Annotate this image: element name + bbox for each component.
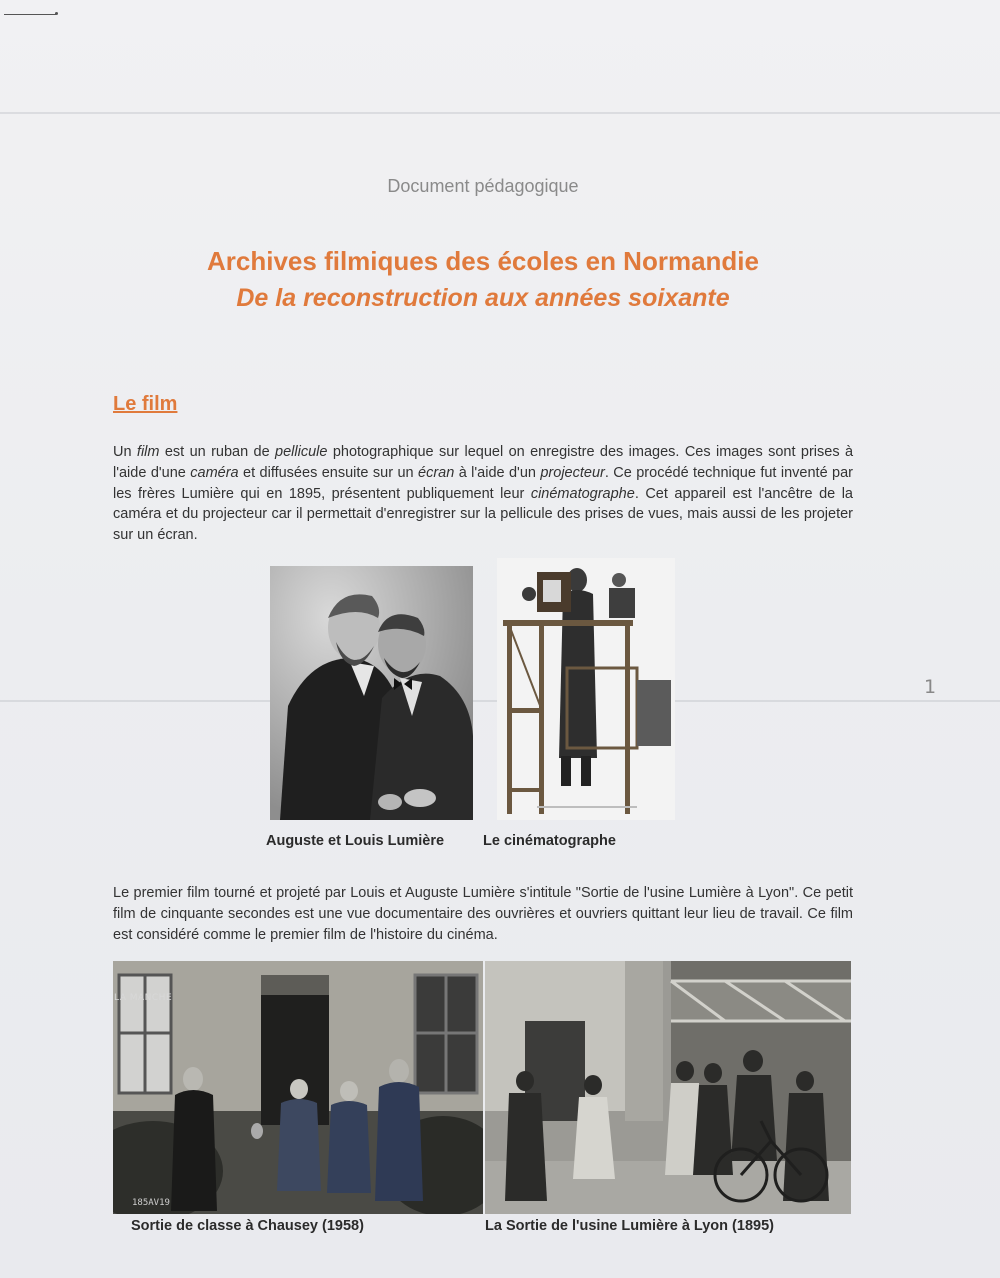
page-number: 1 xyxy=(924,676,937,698)
caption-lumiere-factory: La Sortie de l'usine Lumière à Lyon (1895) xyxy=(485,1218,774,1234)
page-title: Archives filmiques des écoles en Normandie xyxy=(207,246,759,276)
page-subtitle: De la reconstruction aux années soixante xyxy=(236,284,730,312)
intro-paragraph: Un film est un ruban de pellicule photographique sur lequel on enregistre des images. Ces images sont prises à l'aide d'une caméra et diffusées ensuite sur un écran à l'aide d'un projecteur. Ce procédé technique fut inventé par les frères Lumière qui en 1895, présentent publiquement leur cinématographe. Cet appareil est l'ancêtre de la caméra et du projecteur car il permettait d'enregistrer sur la pellicule des prises de vues, mais aussi de les projeter sur un écran. xyxy=(113,444,854,544)
cinematographe-photo xyxy=(497,558,675,820)
broadcaster-logo: LA MANCHE xyxy=(114,993,173,1003)
caption-lumiere-brothers: Auguste et Louis Lumière xyxy=(266,833,445,849)
caption-chausey: Sortie de classe à Chausey (1958) xyxy=(131,1218,364,1234)
scan-fold-line xyxy=(0,112,1000,114)
scan-corner-mark xyxy=(4,14,56,15)
second-paragraph: Le premier film tourné et projeté par Louis et Auguste Lumière s'intitule "Sortie de l'usine Lumière à Lyon". Ce petit film de cinquante secondes est une vue documentaire des ouvrières et ouvriers quittant leur lieu de travail. Ce film est considéré comme le premier film de l'histoire du cinéma. xyxy=(113,885,853,943)
caption-cinematographe: Le cinématographe xyxy=(483,833,616,849)
lumiere-brothers-photo xyxy=(270,566,473,820)
lumiere-factory-photo xyxy=(485,961,851,1214)
section-heading: Le film xyxy=(113,393,178,415)
archive-code: 185AV19 xyxy=(132,1198,170,1208)
document-label: Document pédagogique xyxy=(387,176,579,196)
